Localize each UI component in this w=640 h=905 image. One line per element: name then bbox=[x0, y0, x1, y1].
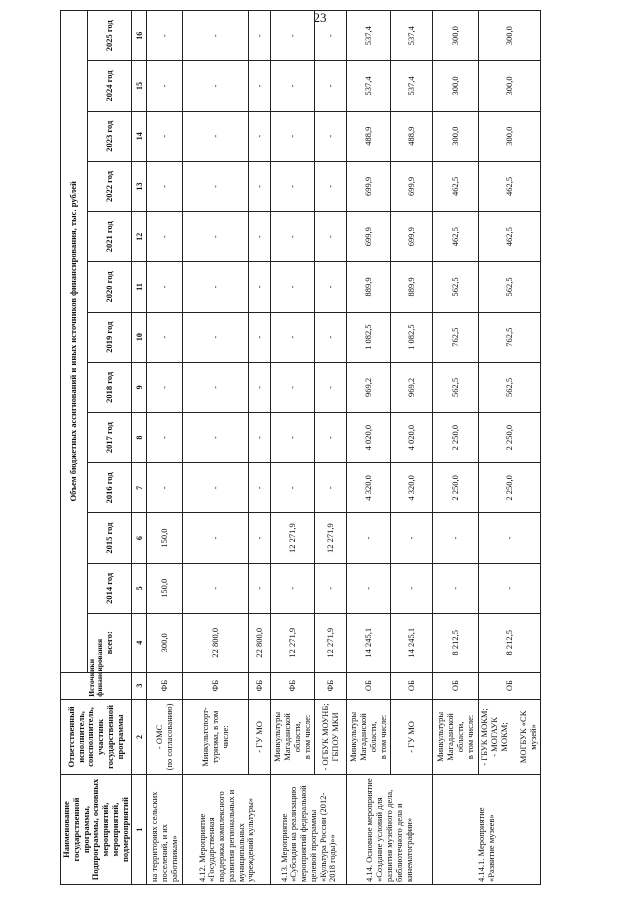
value-cell: - bbox=[347, 513, 391, 563]
responsible-cell: Минкультуры Магаданской области, в том числе: bbox=[347, 699, 391, 774]
header-year: 2016 год bbox=[87, 463, 132, 513]
value-cell: - bbox=[315, 111, 347, 161]
value-cell: 2 250,0 bbox=[433, 413, 479, 463]
total-cell: 12 271,9 bbox=[271, 613, 315, 672]
value-cell: - bbox=[249, 262, 271, 312]
value-cell: - bbox=[183, 161, 249, 211]
value-cell: - bbox=[183, 513, 249, 563]
value-cell: - bbox=[271, 212, 315, 262]
value-cell: 300,0 bbox=[479, 111, 541, 161]
value-cell: 699,9 bbox=[391, 161, 433, 211]
column-number: 7 bbox=[132, 463, 147, 513]
value-cell: 1 082,5 bbox=[347, 312, 391, 362]
value-cell: 462,5 bbox=[479, 161, 541, 211]
total-cell: 12 271,9 bbox=[315, 613, 347, 672]
value-cell: 4 020,0 bbox=[347, 413, 391, 463]
table-row bbox=[391, 11, 433, 885]
value-cell: - bbox=[315, 413, 347, 463]
value-cell: 537,4 bbox=[347, 11, 391, 61]
value-cell: - bbox=[249, 413, 271, 463]
value-cell: 762,5 bbox=[433, 312, 479, 362]
value-cell: 462,5 bbox=[433, 161, 479, 211]
value-cell: - bbox=[271, 563, 315, 613]
table-row bbox=[347, 11, 391, 885]
value-cell: - bbox=[147, 212, 183, 262]
column-number-row bbox=[132, 11, 147, 885]
header-year: 2017 год bbox=[87, 413, 132, 463]
value-cell: - bbox=[147, 463, 183, 513]
value-cell: 4 320,0 bbox=[347, 463, 391, 513]
value-cell: - bbox=[271, 312, 315, 362]
value-cell: - bbox=[249, 61, 271, 111]
value-cell: - bbox=[249, 111, 271, 161]
value-cell: - bbox=[147, 61, 183, 111]
responsible-cell: - ГУ МО bbox=[391, 699, 433, 774]
column-number: 4 bbox=[132, 613, 147, 672]
responsible-cell: Минкультспорт-туризма, в том числе: bbox=[183, 699, 249, 774]
value-cell: 150,0 bbox=[147, 513, 183, 563]
value-cell: - bbox=[271, 61, 315, 111]
table-viewport bbox=[60, 10, 590, 885]
value-cell: - bbox=[315, 362, 347, 412]
header-year: 2025 год bbox=[87, 11, 132, 61]
value-cell: 699,9 bbox=[391, 212, 433, 262]
value-cell: - bbox=[147, 11, 183, 61]
column-number: 6 bbox=[132, 513, 147, 563]
value-cell: 300,0 bbox=[479, 61, 541, 111]
column-number: 14 bbox=[132, 111, 147, 161]
value-cell: 699,9 bbox=[347, 161, 391, 211]
value-cell: - bbox=[315, 212, 347, 262]
column-number: 10 bbox=[132, 312, 147, 362]
value-cell: - bbox=[249, 212, 271, 262]
source-cell: ФБ bbox=[315, 672, 347, 699]
source-cell: ОБ bbox=[479, 672, 541, 699]
value-cell: - bbox=[249, 11, 271, 61]
value-cell: 562,5 bbox=[433, 262, 479, 312]
responsible-cell: - ОГБУК МОУНБ; ГБПОУ МКИ bbox=[315, 699, 347, 774]
header-funding-group: Объем бюджетных ассигнований и иных источников финансирования, тыс. рублей bbox=[61, 11, 88, 673]
value-cell: 300,0 bbox=[433, 111, 479, 161]
value-cell: - bbox=[271, 463, 315, 513]
value-cell: - bbox=[315, 563, 347, 613]
value-cell: - bbox=[183, 463, 249, 513]
value-cell: - bbox=[183, 61, 249, 111]
column-number: 9 bbox=[132, 362, 147, 412]
header-year: 2015 год bbox=[87, 513, 132, 563]
column-number: 15 bbox=[132, 61, 147, 111]
header-source: Источники финансирования bbox=[61, 672, 132, 699]
source-cell: ФБ bbox=[183, 672, 249, 699]
value-cell: 488,9 bbox=[391, 111, 433, 161]
value-cell: - bbox=[271, 413, 315, 463]
table-row bbox=[147, 11, 183, 885]
value-cell: - bbox=[147, 362, 183, 412]
value-cell: - bbox=[315, 463, 347, 513]
page-number: 23 bbox=[313, 10, 327, 25]
value-cell: 699,9 bbox=[347, 212, 391, 262]
funding-table bbox=[60, 10, 541, 885]
value-cell: - bbox=[249, 563, 271, 613]
program-name-cell: 4.12. Мероприятие «Государственная поддержка комплексного развития региональных и муниципальных учреждений культуры» bbox=[183, 775, 271, 885]
value-cell: 300,0 bbox=[433, 11, 479, 61]
value-cell: 2 250,0 bbox=[479, 463, 541, 513]
value-cell: - bbox=[315, 161, 347, 211]
value-cell: - bbox=[347, 563, 391, 613]
value-cell: - bbox=[183, 212, 249, 262]
value-cell: - bbox=[249, 161, 271, 211]
value-cell: - bbox=[315, 61, 347, 111]
value-cell: - bbox=[433, 513, 479, 563]
program-name-cell: на территориях сельских поселений, и их работникам» bbox=[147, 775, 183, 885]
value-cell: - bbox=[271, 11, 315, 61]
header-year: 2023 год bbox=[87, 111, 132, 161]
column-number: 8 bbox=[132, 413, 147, 463]
value-cell: 562,5 bbox=[479, 362, 541, 412]
value-cell: 889,9 bbox=[391, 262, 433, 312]
total-cell: 8 212,5 bbox=[433, 613, 479, 672]
table-row bbox=[271, 11, 315, 885]
value-cell: 462,5 bbox=[479, 212, 541, 262]
value-cell: 488,9 bbox=[347, 111, 391, 161]
column-number: 16 bbox=[132, 11, 147, 61]
responsible-cell: Минкультуры Магаданской области, в том числе: bbox=[271, 699, 315, 774]
header-year: 2014 год bbox=[87, 563, 132, 613]
value-cell: - bbox=[183, 111, 249, 161]
value-cell: - bbox=[391, 563, 433, 613]
program-name-cell: 4.14.1. Мероприятие «Развитие музеев» bbox=[433, 775, 541, 885]
value-cell: 300,0 bbox=[433, 61, 479, 111]
value-cell: - bbox=[183, 362, 249, 412]
value-cell: 150,0 bbox=[147, 563, 183, 613]
source-cell: ОБ bbox=[391, 672, 433, 699]
value-cell: - bbox=[183, 312, 249, 362]
value-cell: 4 320,0 bbox=[391, 463, 433, 513]
total-cell: 300,0 bbox=[147, 613, 183, 672]
column-number: 3 bbox=[132, 672, 147, 699]
value-cell: - bbox=[183, 11, 249, 61]
table-row bbox=[315, 11, 347, 885]
header-year: 2021 год bbox=[87, 212, 132, 262]
value-cell: 537,4 bbox=[391, 61, 433, 111]
header-year: 2024 год bbox=[87, 61, 132, 111]
value-cell: 1 082,5 bbox=[391, 312, 433, 362]
value-cell: - bbox=[249, 463, 271, 513]
total-cell: 14 245,1 bbox=[391, 613, 433, 672]
rotated-table-container bbox=[60, 10, 590, 885]
value-cell: - bbox=[315, 11, 347, 61]
value-cell: 562,5 bbox=[479, 262, 541, 312]
header-responsible: Ответственный исполнитель, соисполнитель, участник государственной программы bbox=[61, 699, 132, 774]
value-cell: 12 271,9 bbox=[315, 513, 347, 563]
program-name-cell: 4.13. Мероприятие «Субсидия на реализацию мероприятий федеральной целевой программы «Культура России (2012-2018 годы)»» bbox=[271, 775, 347, 885]
value-cell: 2 250,0 bbox=[479, 413, 541, 463]
column-number: 11 bbox=[132, 262, 147, 312]
value-cell: - bbox=[271, 262, 315, 312]
table-row bbox=[249, 11, 271, 885]
value-cell: - bbox=[147, 413, 183, 463]
column-number: 1 bbox=[132, 775, 147, 885]
column-number: 12 bbox=[132, 212, 147, 262]
value-cell: - bbox=[147, 111, 183, 161]
value-cell: - bbox=[391, 513, 433, 563]
total-cell: 8 212,5 bbox=[479, 613, 541, 672]
value-cell: - bbox=[433, 563, 479, 613]
value-cell: 12 271,9 bbox=[271, 513, 315, 563]
value-cell: - bbox=[249, 362, 271, 412]
value-cell: 762,5 bbox=[479, 312, 541, 362]
value-cell: 969,2 bbox=[347, 362, 391, 412]
source-cell: ФБ bbox=[271, 672, 315, 699]
column-number: 13 bbox=[132, 161, 147, 211]
total-cell: 22 800,0 bbox=[183, 613, 249, 672]
source-cell: ОБ bbox=[347, 672, 391, 699]
table-row bbox=[479, 11, 541, 885]
header-name: Наименование государственной программы, Подпрограммы, основных мероприятий, мероприятий, подмероприятий bbox=[61, 775, 132, 885]
header-year: 2020 год bbox=[87, 262, 132, 312]
value-cell: 4 020,0 bbox=[391, 413, 433, 463]
value-cell: 889,9 bbox=[347, 262, 391, 312]
source-cell: ОБ bbox=[433, 672, 479, 699]
total-cell: 22 800,0 bbox=[249, 613, 271, 672]
table-row bbox=[183, 11, 249, 885]
value-cell: 562,5 bbox=[433, 362, 479, 412]
source-cell: ФБ bbox=[147, 672, 183, 699]
header-year: 2022 год bbox=[87, 161, 132, 211]
responsible-cell: - ОМС (по согласованию) bbox=[147, 699, 183, 774]
value-cell: - bbox=[147, 312, 183, 362]
value-cell: - bbox=[479, 563, 541, 613]
header-total: всего: bbox=[87, 613, 132, 672]
value-cell: - bbox=[183, 413, 249, 463]
source-cell: ФБ bbox=[249, 672, 271, 699]
total-cell: 14 245,1 bbox=[347, 613, 391, 672]
responsible-cell: Минкультуры Магаданской области, в том числе: bbox=[433, 699, 479, 774]
responsible-cell: - ГБУК МОКМ; - МОГАУК МОКМ; МОГБУК «СК музей» bbox=[479, 699, 541, 774]
value-cell: - bbox=[249, 312, 271, 362]
table-row bbox=[433, 11, 479, 885]
value-cell: 969,2 bbox=[391, 362, 433, 412]
responsible-cell: - ГУ МО bbox=[249, 699, 271, 774]
column-number: 2 bbox=[132, 699, 147, 774]
value-cell: - bbox=[183, 563, 249, 613]
value-cell: - bbox=[249, 513, 271, 563]
value-cell: - bbox=[147, 161, 183, 211]
value-cell: - bbox=[271, 362, 315, 412]
value-cell: - bbox=[315, 262, 347, 312]
value-cell: 537,4 bbox=[347, 61, 391, 111]
value-cell: - bbox=[315, 312, 347, 362]
header-year: 2019 год bbox=[87, 312, 132, 362]
column-number: 5 bbox=[132, 563, 147, 613]
value-cell: - bbox=[271, 111, 315, 161]
value-cell: - bbox=[183, 262, 249, 312]
value-cell: 537,4 bbox=[391, 11, 433, 61]
value-cell: - bbox=[271, 161, 315, 211]
header-year: 2018 год bbox=[87, 362, 132, 412]
value-cell: 2 250,0 bbox=[433, 463, 479, 513]
value-cell: - bbox=[147, 262, 183, 312]
value-cell: 462,5 bbox=[433, 212, 479, 262]
program-name-cell: 4.14. Основное мероприятие «Создание условий для развития музейного дела, библиотечного дела и кинематографии» bbox=[347, 775, 433, 885]
value-cell: - bbox=[479, 513, 541, 563]
value-cell: 300,0 bbox=[479, 11, 541, 61]
